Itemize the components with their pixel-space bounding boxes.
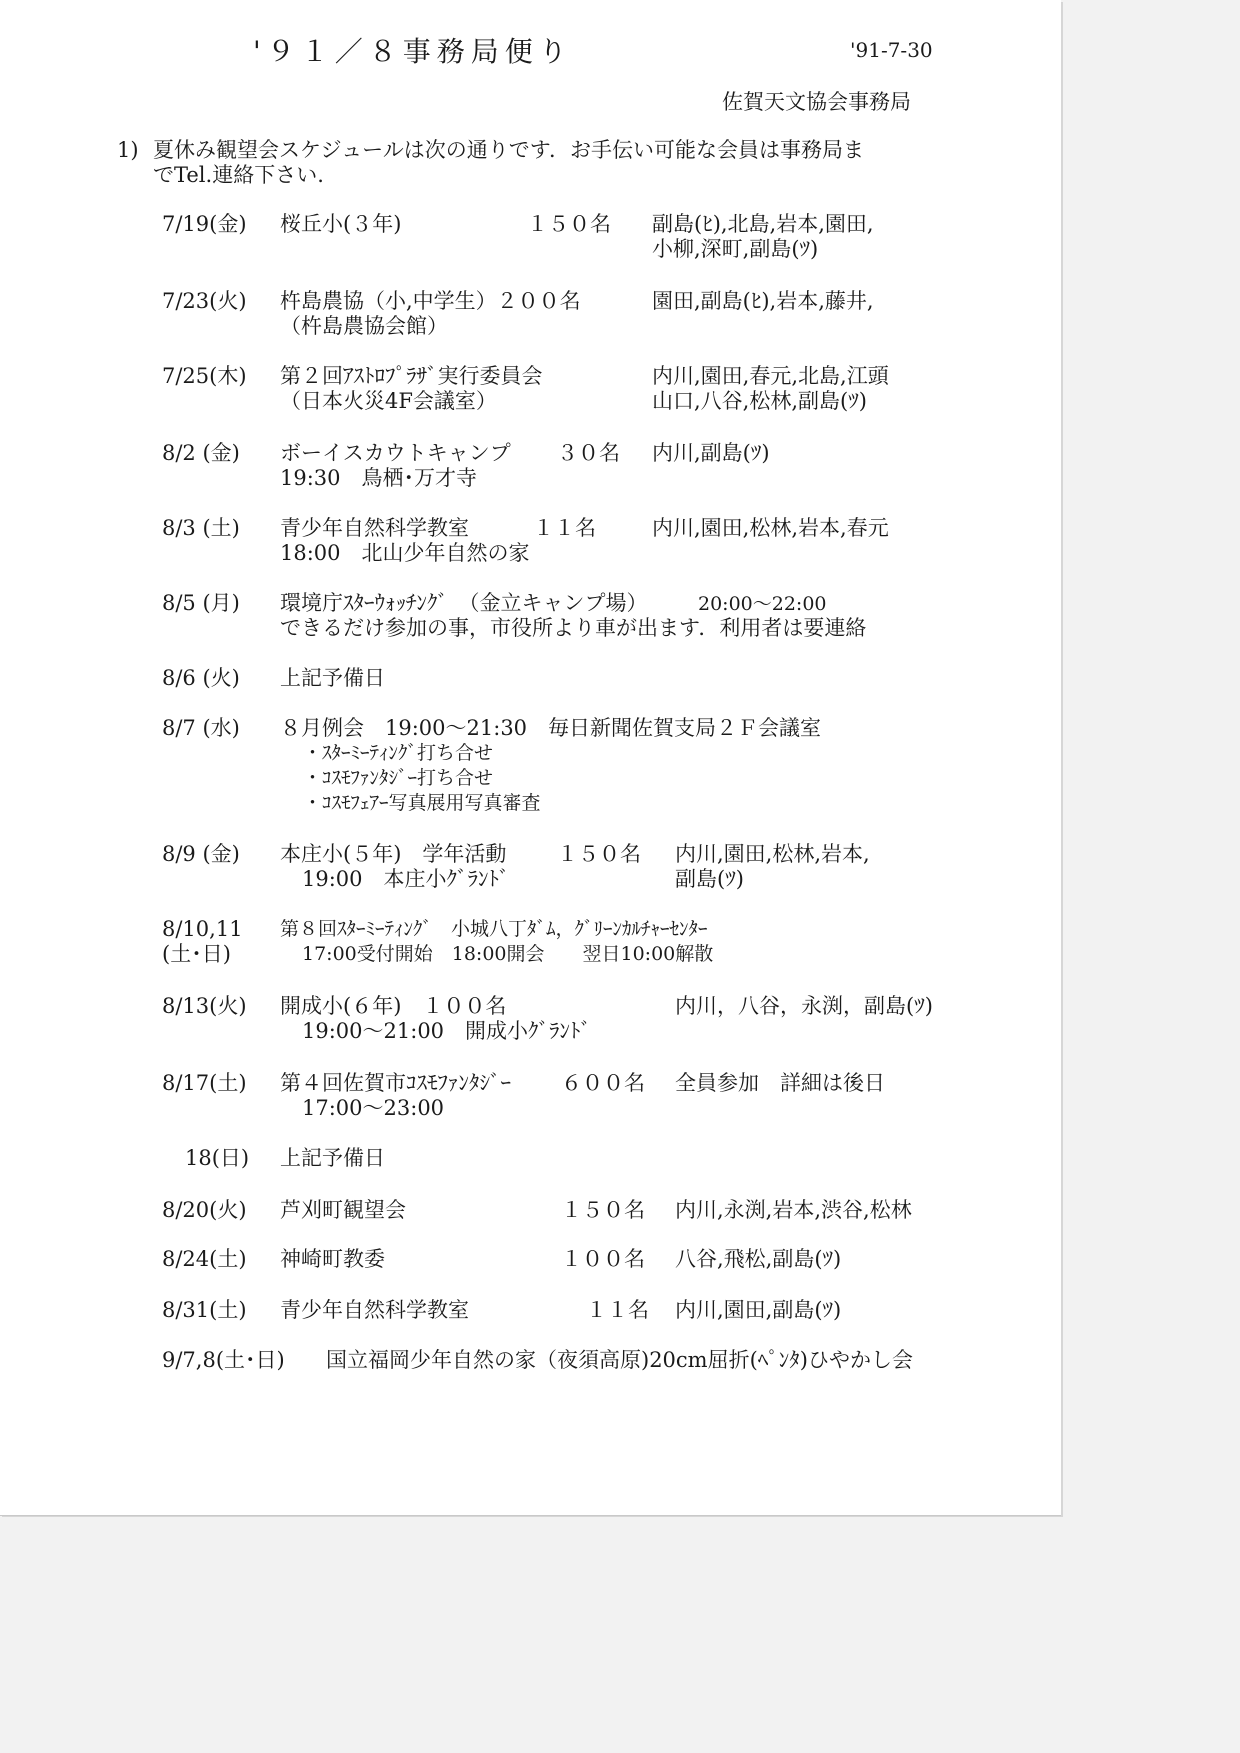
entry-date: 8/7 (水) — [162, 716, 240, 740]
entry-event-cont: 19:00～21:00 開成小ｸﾞﾗﾝﾄﾞ — [302, 1019, 592, 1043]
entry-event: ボーイスカウトキャンプ — [280, 441, 511, 465]
entry-date: 7/19(金) — [162, 212, 247, 236]
entry-event: 本庄小(５年) 学年活動 — [280, 842, 507, 866]
entry-count: １５０名 — [561, 1198, 645, 1222]
entry-staff: 内川,副島(ﾂ) — [652, 441, 770, 465]
entry-event: 青少年自然科学教室 — [280, 516, 469, 540]
entry-event: 神崎町教委 — [280, 1247, 385, 1271]
entry-date: 8/20(火) — [162, 1198, 247, 1222]
entry-date: 8/31(土) — [162, 1298, 247, 1322]
entry-bullet: ・ｺｽﾓﾌｧﾝﾀｼﾞｰ打ち合せ — [303, 767, 494, 789]
entry-staff: 内川,永渕,岩本,渋谷,松林 — [675, 1198, 912, 1222]
entry-bullet: ・ｺｽﾓﾌｪｱｰ写真展用写真審査 — [303, 792, 541, 814]
entry-event: 開成小(６年) １００名 — [280, 994, 507, 1018]
entry-date: 8/24(土) — [162, 1247, 247, 1271]
entry-staff-cont: 副島(ﾂ) — [675, 867, 744, 891]
entry-date: 7/23(火) — [162, 289, 247, 313]
entry-event: 第８回ｽﾀｰﾐｰﾃｨﾝｸﾞ 小城八丁ﾀﾞﾑ，ｸﾞﾘｰﾝｶﾙﾁｬｰｾﾝﾀｰ — [280, 918, 708, 940]
entry-event: 杵島農協（小,中学生）２００名 — [280, 289, 581, 313]
entry-staff: 園田,副島(ﾋ),岩本,藤井, — [652, 289, 874, 313]
entry-staff: 内川,園田,春元,北島,江頭 — [652, 364, 889, 388]
entry-date-cont: (土･日) — [162, 942, 231, 966]
entry-staff: 内川,園田,副島(ﾂ) — [675, 1298, 842, 1322]
entry-date: 18(日) — [185, 1146, 250, 1170]
entry-event-cont: 19:30 鳥栖･万才寺 — [280, 466, 478, 490]
entry-event: ８月例会 19:00～21:30 毎日新聞佐賀支局２Ｆ会議室 — [280, 716, 822, 740]
entry-event-cont: 17:00受付開始 18:00開会 翌日10:00解散 — [302, 943, 714, 965]
entry-staff: 内川，八谷，永渕，副島(ﾂ) — [675, 994, 933, 1018]
entry-event-cont: 17:00～23:00 — [302, 1096, 445, 1120]
entry-event: 環境庁ｽﾀｰｳｫｯﾁﾝｸﾞ （金立キャンプ場） — [280, 591, 648, 615]
entry-date: 7/25(木) — [162, 364, 247, 388]
entry-count: １１名 — [586, 1298, 649, 1322]
entry-event: 桜丘小(３年) — [280, 212, 402, 236]
entry-staff: 内川,園田,松林,岩本, — [675, 842, 870, 866]
entry-bullet: ・ｽﾀｰﾐｰﾃｨﾝｸﾞ打ち合せ — [303, 742, 494, 764]
entry-event: 第４回佐賀市ｺｽﾓﾌｧﾝﾀｼﾞｰ — [280, 1071, 511, 1095]
document-title: '９１／８事務局便り — [253, 35, 573, 68]
entry-event: 国立福岡少年自然の家（夜須高原)20cm屈折(ﾍﾟﾝﾀ)ひやかし会 — [326, 1348, 913, 1372]
entry-staff: 内川,園田,松林,岩本,春元 — [652, 516, 889, 540]
entry-count: １００名 — [561, 1247, 645, 1271]
entry-date: 8/5 (月) — [162, 591, 240, 615]
document-date: '91-7-30 — [850, 38, 933, 62]
entry-count: ６００名 — [561, 1071, 645, 1095]
entry-date: 8/10,11 — [162, 917, 243, 941]
entry-event: 第２回ｱｽﾄﾛﾌﾟﾗｻﾞ実行委員会 — [280, 364, 543, 388]
entry-event-cont: （杵島農協会館） — [280, 314, 448, 338]
entry-staff-cont: 山口,八谷,松林,副島(ﾂ) — [652, 389, 867, 413]
entry-event: 青少年自然科学教室 — [280, 1298, 469, 1322]
entry-date: 8/9 (金) — [162, 842, 240, 866]
entry-date: 8/6 (火) — [162, 666, 240, 690]
entry-note: できるだけ参加の事，市役所より車が出ます．利用者は要連絡 — [280, 616, 867, 640]
entry-date: 8/13(火) — [162, 994, 247, 1018]
entry-date: 9/7,8(土･日) — [162, 1348, 285, 1372]
entry-count: ３０名 — [557, 441, 620, 465]
entry-time: 20:00～22:00 — [698, 593, 827, 615]
entry-event: 上記予備日 — [280, 666, 385, 690]
organization-name: 佐賀天文協会事務局 — [722, 90, 911, 114]
entry-date: 8/3 (土) — [162, 516, 240, 540]
entry-count: １１名 — [533, 516, 596, 540]
entry-staff-cont: 小柳,深町,副島(ﾂ) — [652, 237, 819, 261]
entry-staff: 全員参加 詳細は後日 — [675, 1071, 885, 1095]
item-number: 1) — [117, 138, 139, 162]
entry-staff: 八谷,飛松,副島(ﾂ) — [675, 1247, 842, 1271]
intro-line-1: 夏休み観望会スケジュールは次の通りです．お手伝い可能な会員は事務局ま — [153, 138, 865, 162]
entry-count: １５０名 — [527, 212, 611, 236]
entry-count: １５０名 — [557, 842, 641, 866]
entry-event: 上記予備日 — [280, 1146, 385, 1170]
entry-event-cont: 18:00 北山少年自然の家 — [280, 541, 530, 565]
entry-date: 8/2 (金) — [162, 441, 240, 465]
entry-date: 8/17(土) — [162, 1071, 247, 1095]
intro-line-2: でTel.連絡下さい. — [153, 163, 324, 187]
entry-event: 芦刈町観望会 — [280, 1198, 406, 1222]
entry-staff: 副島(ﾋ),北島,岩本,園田, — [652, 212, 874, 236]
entry-event-cont: （日本火災4F会議室） — [280, 389, 497, 413]
entry-event-cont: 19:00 本庄小ｸﾞﾗﾝﾄﾞ — [302, 867, 510, 891]
